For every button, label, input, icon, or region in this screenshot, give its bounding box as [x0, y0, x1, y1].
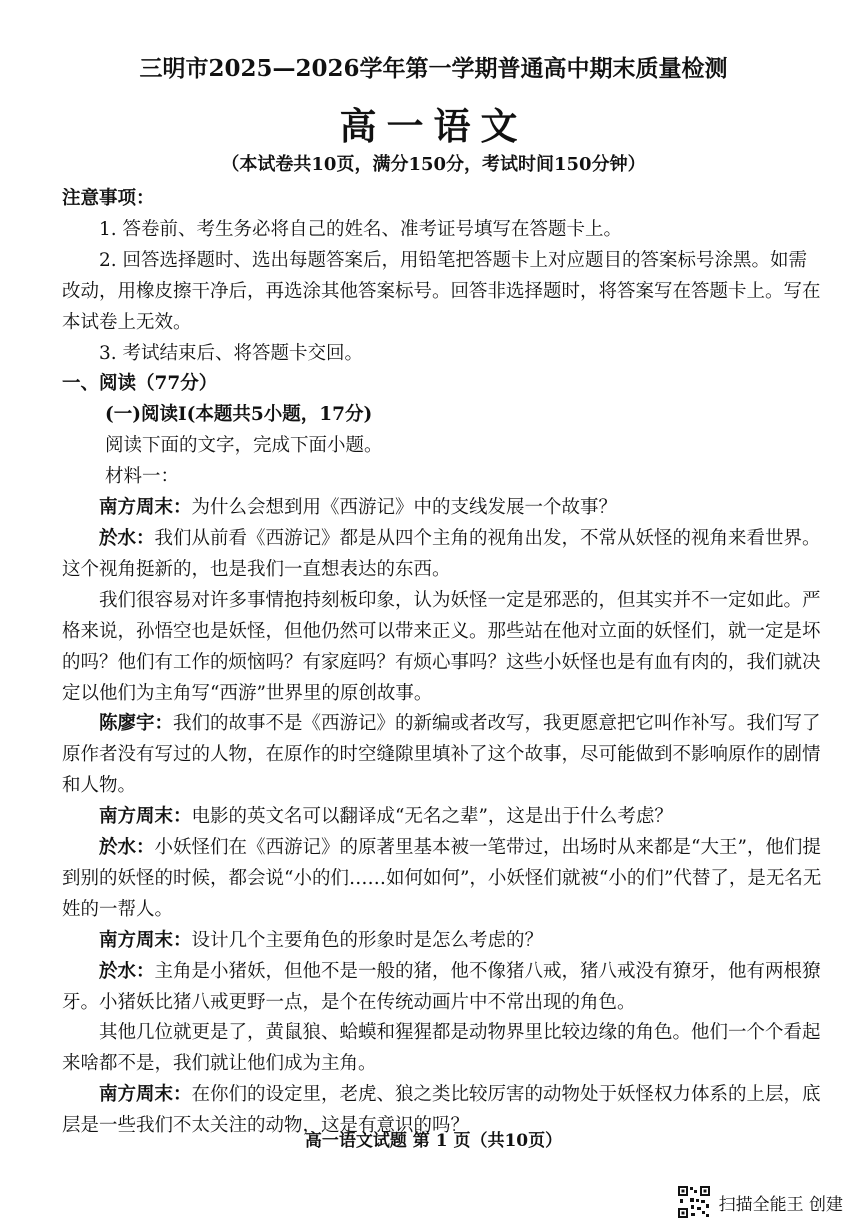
paragraph — [62, 493, 822, 524]
watermark-text: 扫描全能王 创建 — [718, 1194, 843, 1215]
speaker-label: 於水： — [99, 527, 155, 549]
qr-code-icon — [677, 1185, 711, 1219]
subject-title: 高一语文 — [339, 104, 528, 148]
paragraph-text: 为什么会想到用《西游记》中的支线发展一个故事？ — [191, 497, 618, 519]
speaker-label: 南方周末： — [99, 806, 192, 828]
speaker-label: 南方周末： — [99, 1084, 192, 1106]
paragraph-text: 在你们的设定里，老虎、狼之类比较厉害的动物处于妖怪权力体系的上层，底层是一些我们不太关注的动物，这是有意识的吗？ — [62, 1084, 821, 1137]
notice-item-2: 2. 回答选择题时、选出每题答案后，用铅笔把答题卡上对应题目的答案标号涂黑。如需改动，用橡皮擦干净后，再选涂其他答案标号。回答非选择题时，将答案写在答题卡上。写在本试卷上无效。 — [62, 249, 821, 333]
speaker-label: 南方周末： — [99, 929, 192, 951]
paragraph-text: 我们很容易对许多事情抱持刻板印象，认为妖怪一定是邪恶的，但其实并不一定如此。严格来说，孙悟空也是妖怪，但他仍然可以带来正义。那些站在他对立面的妖怪们，就一定是坏的吗？他们有工作的烦恼吗？有家庭吗？有烦心事吗？这些小妖怪也是有血有肉的，我们就决定以他们为主角写“西游”世界里的原创故事。 — [62, 589, 821, 704]
paragraph-text: 设计几个主要角色的形象时是怎么考虑的？ — [191, 929, 544, 951]
notice-item-3: 3. 考试结束后、将答题卡交回。 — [99, 342, 364, 364]
paragraph — [62, 926, 822, 957]
speaker-label: 於水： — [99, 837, 155, 859]
paragraph-text: 小妖怪们在《西游记》的原著里基本被一笔带过，出场时从来都是“大王”，他们提到别的妖怪的时候，都会说“小的们……如何如何”，小妖怪们就被“小的们”代替了，是无名无姓的一帮人。 — [62, 837, 822, 920]
speaker-label: 南方周末： — [99, 497, 192, 519]
notice-item-1: 1. 答卷前、考生务必将自己的姓名、准考证号填写在答题卡上。 — [99, 218, 623, 240]
paragraph-text: 我们从前看《西游记》都是从四个主角的视角出发，不常从妖怪的视角来看世界。这个视角挺新的，也是我们一直想表达的东西。 — [62, 527, 821, 580]
paragraph — [62, 709, 822, 802]
paragraph — [62, 524, 822, 586]
notice-title: 注意事项： — [62, 188, 155, 209]
instruction: 阅读下面的文字，完成下面小题。 — [105, 435, 383, 457]
exam-title: 三明市2025—2026学年第一学期普通高中期末质量检测 — [139, 55, 728, 82]
page-footer: 高一语文试题 第 1 页（共10页） — [304, 1131, 563, 1151]
speaker-label: 陈廖宇： — [99, 713, 174, 735]
exam-body — [62, 184, 822, 1142]
speaker-label: 於水： — [99, 960, 155, 982]
material-label: 材料一： — [105, 466, 180, 488]
paragraph-text: 我们的故事不是《西游记》的新编或者改写，我更愿意把它叫作补写。我们写了原作者没有写过的人物，在原作的时空缝隙里填补了这个故事，尽可能做到不影响原作的剧情和人物。 — [62, 713, 821, 797]
paragraph-text: 主角是小猪妖，但他不是一般的猪，他不像猪八戒，猪八戒没有獠牙，他有两根獠牙。小猪妖比猪八戒更野一点，是个在传统动画片中不常出现的角色。 — [62, 960, 821, 1013]
exam-info: （本试卷共10页，满分150分，考试时间150分钟） — [221, 154, 646, 175]
paragraph — [62, 586, 822, 710]
subsection-title: (一)阅读Ⅰ(本题共5小题，17分) — [105, 404, 373, 426]
paragraph — [62, 957, 822, 1019]
paragraph-text: 电影的英文名可以翻译成“无名之辈”，这是出于什么考虑？ — [191, 806, 673, 828]
paragraph-text: 其他几位就更是了，黄鼠狼、蛤蟆和猩猩都是动物界里比较边缘的角色。他们一个个看起来啥都不是，我们就让他们成为主角。 — [62, 1022, 821, 1075]
paragraph — [62, 802, 822, 833]
paragraph — [62, 1018, 822, 1080]
scanner-watermark — [677, 1185, 843, 1219]
paragraph — [62, 833, 822, 926]
section-title: 一、阅读（77分） — [62, 373, 218, 395]
